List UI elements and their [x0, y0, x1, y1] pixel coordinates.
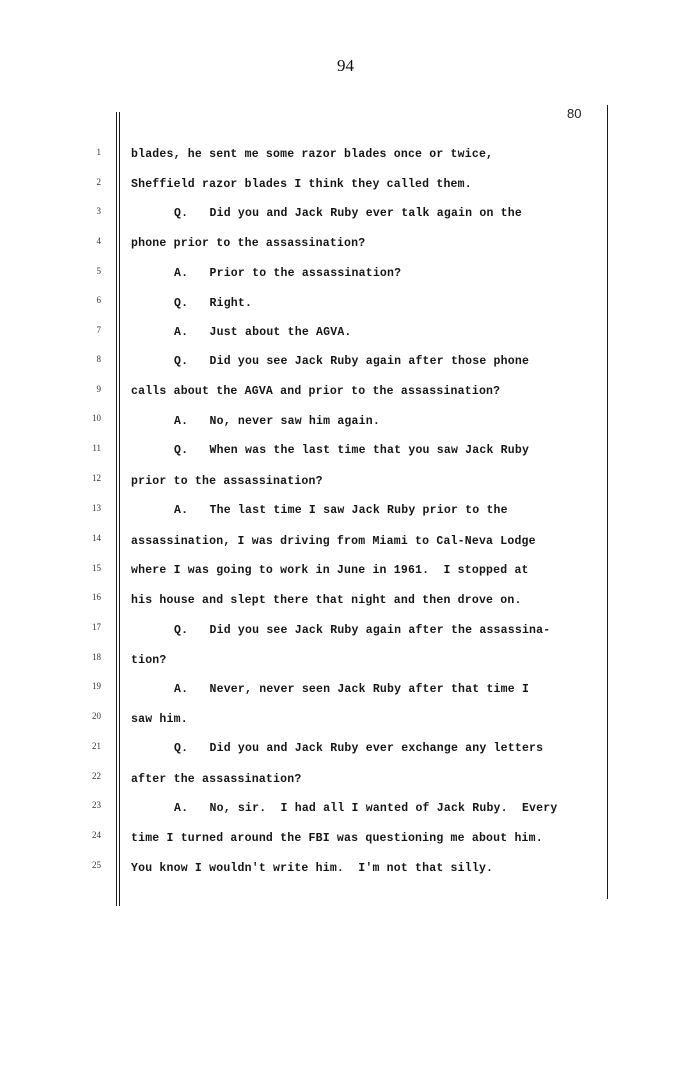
line-number: 6 [96, 295, 101, 305]
line-number: 21 [92, 741, 101, 751]
line-number: 1 [96, 147, 101, 157]
line-number: 18 [92, 652, 101, 662]
line-number: 4 [96, 236, 101, 246]
transcript-line: Q. Right. [174, 297, 253, 310]
line-number: 11 [92, 443, 101, 453]
transcript-line: Q. When was the last time that you saw Jack Ruby [174, 444, 530, 457]
transcript-line: time I turned around the FBI was questioning me about him. [131, 832, 543, 845]
transcript-line: A. No, never saw him again. [174, 415, 380, 428]
line-number: 2 [96, 177, 101, 187]
transcript-line: calls about the AGVA and prior to the assassination? [131, 385, 501, 398]
transcript-line: A. Prior to the assassination? [174, 267, 402, 280]
transcript-line: tion? [131, 654, 167, 667]
line-number: 5 [96, 266, 101, 276]
transcript-line: Q. Did you see Jack Ruby again after the assassina- [174, 624, 551, 637]
transcript-line: Q. Did you and Jack Ruby ever talk again on the [174, 207, 522, 220]
transcript-line: assassination, I was driving from Miami to Cal-Neva Lodge [131, 535, 536, 548]
left-margin-rule [116, 112, 117, 906]
left-margin-rule-inner [119, 112, 120, 906]
transcript-line: after the assassination? [131, 773, 302, 786]
line-number: 22 [92, 771, 101, 781]
transcript-line: Q. Did you and Jack Ruby ever exchange any letters [174, 742, 544, 755]
line-number: 15 [92, 563, 101, 573]
line-number: 10 [92, 413, 101, 423]
transcript-line: You know I wouldn't write him. I'm not that silly. [131, 862, 494, 875]
line-number: 8 [96, 354, 101, 364]
transcript-line: phone prior to the assassination? [131, 237, 366, 250]
transcript-line: Q. Did you see Jack Ruby again after those phone [174, 355, 530, 368]
line-number: 24 [92, 830, 101, 840]
transcript-line: prior to the assassination? [131, 475, 323, 488]
line-number: 25 [92, 860, 101, 870]
right-margin-rule [607, 105, 608, 899]
line-number: 3 [96, 206, 101, 216]
line-number: 12 [92, 473, 101, 483]
transcript-line: blades, he sent me some razor blades once or twice, [131, 148, 494, 161]
line-number: 14 [92, 533, 101, 543]
line-number: 16 [92, 592, 101, 602]
transcript-page-number: 80 [567, 106, 582, 121]
transcript-line: A. Never, never seen Jack Ruby after that time I [174, 683, 530, 696]
transcript-line: saw him. [131, 713, 188, 726]
line-number: 23 [92, 800, 101, 810]
line-number: 9 [96, 384, 101, 394]
line-number: 19 [92, 681, 101, 691]
line-number: 7 [96, 325, 101, 335]
transcript-line: his house and slept there that night and then drove on. [131, 594, 522, 607]
page-number: 94 [337, 56, 354, 75]
transcript-line: where I was going to work in June in 1961. I stopped at [131, 564, 529, 577]
line-number: 17 [92, 622, 101, 632]
transcript-line: A. No, sir. I had all I wanted of Jack Ruby. Every [174, 802, 558, 815]
transcript-line: A. The last time I saw Jack Ruby prior to the [174, 504, 508, 517]
transcript-line: A. Just about the AGVA. [174, 326, 352, 339]
transcript-line: Sheffield razor blades I think they called them. [131, 178, 472, 191]
line-number: 20 [92, 711, 101, 721]
line-number: 13 [92, 503, 101, 513]
